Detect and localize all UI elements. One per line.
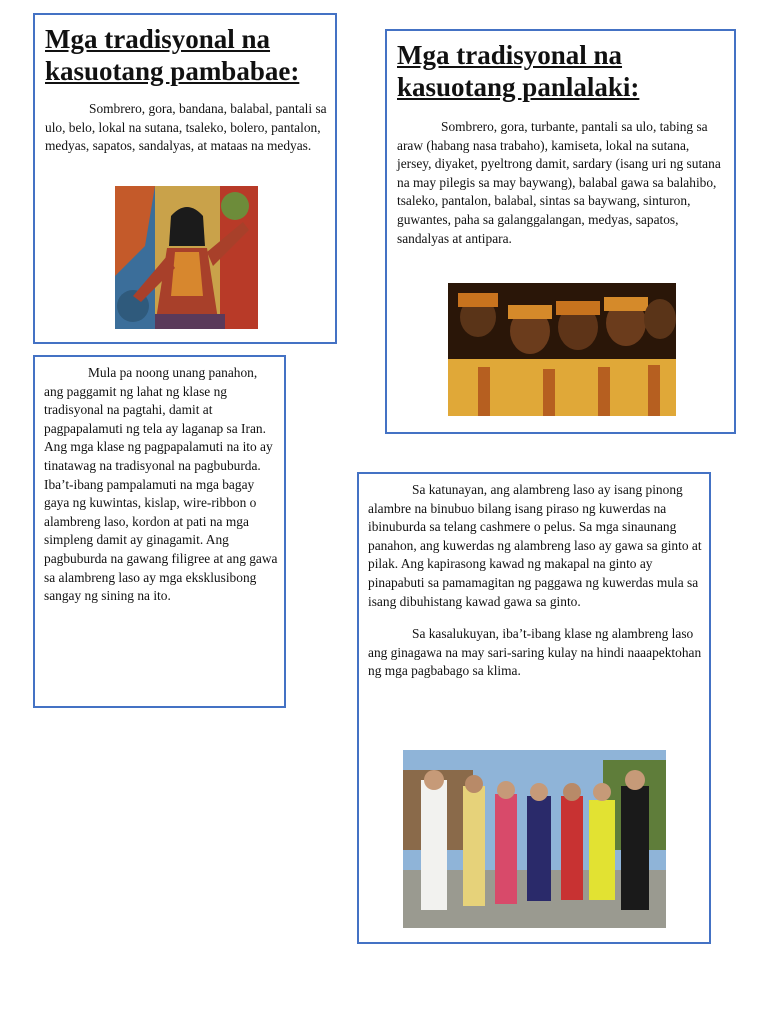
- women-clothing-list: Sombrero, gora, bandana, balabal, pantali sa ulo, belo, lokal na sutana, tsaleko, bolero, pantalon, medyas, sapatos, sandalyas, at mataas na medyas.: [45, 101, 327, 154]
- women-clothing-title: Mga tradisyonal na kasuotang pambabae:: [45, 24, 300, 86]
- wire-ribbon-text-1: Sa katunayan, ang alambreng laso ay isang pinong alambre na binubuo bilang isang piraso ng kuwerdas na ibinuburda sa telang cashmere o pelus. Sa mga sinaunang panahon, ang kuwerdas ng alambreng laso ay gawa sa ginto at pilak. Ang kapirasong kawad ng makapal na ginto ay pinapabuti sa pamamagitan ng paggawa ng kuwerdas mula sa isang dibuhistang kawad gawa sa ginto.: [368, 482, 702, 609]
- women-clothing-box: [33, 13, 337, 344]
- wire-ribbon-box: [357, 472, 711, 944]
- history-text: Mula pa noong unang panahon, ang paggamit ng lahat ng klase ng tradisyonal na pagtahi, damit at pagpapalamuti ng tela ay laganap sa Iran. Ang mga klase ng pagpapalamuti na ito ay tinatawag na tradisyonal na pagbuburda. Iba’t-ibang pampalamuti na mga bagay gaya ng kuwintas, kislap, wire-ribbon o alambreng laso, kordon at pati na mga simpleng damit ay ginagamit. Ang pagbuburda na gawang filigree at ang gawa sa alambreng laso ay mga eksklusibong sangay ng sining na ito.: [44, 365, 278, 604]
- traditional-group-image: [403, 750, 666, 928]
- men-clothing-list: Sombrero, gora, turbante, pantali sa ulo, tabing sa araw (habang nasa trabaho), kamiseta, lokal na sutana, jersey, diyaket, pyeltrong damit, sardary (isang uri ng sutana na may pilegis sa may baywang), balabal gawa sa balahibo, tsaleko, pantalon, balabal, sintas sa baywang, sinturon, guwantes, paha sa galanggalangan, medyas, sapatos, sandalyas at antipara.: [397, 119, 721, 246]
- men-clothing-box: [385, 29, 736, 434]
- men-clothing-title: Mga tradisyonal na kasuotang panlalaki:: [397, 40, 640, 102]
- persian-dancer-image: [115, 186, 258, 329]
- history-box: [33, 355, 286, 708]
- african-choir-image: [448, 283, 676, 416]
- wire-ribbon-text-2: Sa kasalukuyan, iba’t-ibang klase ng alambreng laso ang ginagawa na may sari-saring kulay na hindi naaapektohan ng mga pagbabago sa klima.: [368, 626, 702, 679]
